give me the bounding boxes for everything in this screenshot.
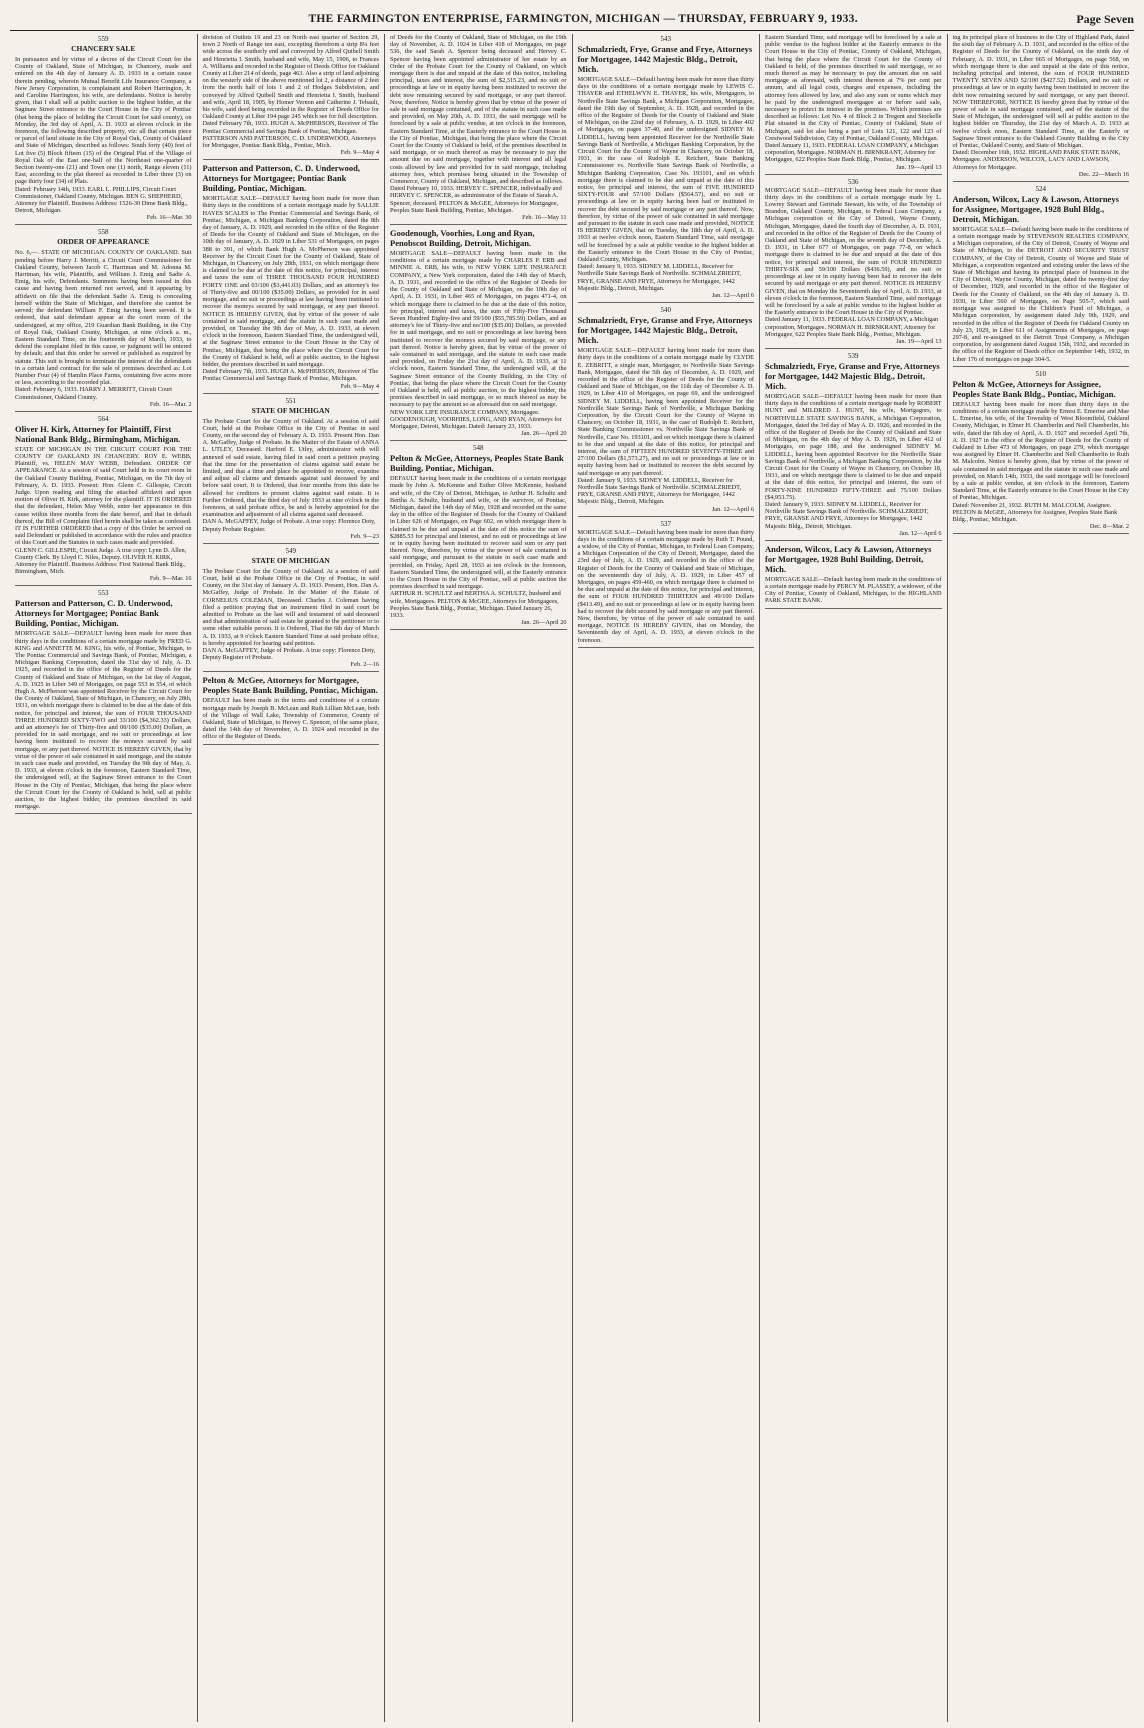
column-2 <box>198 34 386 1722</box>
notice-publication-dates: Jan. 19—April 13 <box>896 163 942 171</box>
notice-body: MORTGAGE SALE—DEFAULT having been made for more than thirty days in the conditions of a certain mortgage made by L. Lowrey Stewart and Gertrude Stewart, his wife, of the Township of Brandon, Oakland County, Michigan, to Federal Loan Company, a Michigan corporation of the City of Detroit, Wayne County, Michigan, Mortgagee, dated the fourth day of December, A. D. 1931, and recorded in the office of the Register of Deeds for the County of Oakland and State of Michigan, on the seventh day of December, A. D. 1931, in Liber 677 of Mortgages, on page 77-8, on which mortgage there is claimed to be due and unpaid at the date of this notice, for principal and interest, the sum of FOUR HUNDRED THIRTY-SIX and 59/100 Dollars ($436.59), and no suit or proceedings at law or in equity having been had to recover the debt secured by said mortgage or any part thereof. NOTICE IS HEREBY GIVEN, that on Monday the Seventeenth day of April, A. D. 1933, at eleven o'clock in the forenoon, Eastern Standard Time, said mortgage will be foreclosed by a sale at public vendue to the highest bidder at the Easterly entrance to the Court House in the City of Pontiac. <box>765 186 942 317</box>
notice-publication-dates: Feb. 16—Mar. 2 <box>149 400 192 408</box>
notice-body: No. 6,—. STATE OF MICHIGAN. COUNTY OF OAKLAND. Suit pending before Harry J. Merritt, a Circuit Court Commissioner for Oakland County, between Jacob C. Harriman and M. Adonna M. Harriman, his wife, Plaintiffs, and William J. Emig and Sadie A. Emig, his wife, Defendants. Summons having been issued in this cause and having been returned not served, and it appearing by affidavit on file that the defendant Sadie A. Emig is concealing herself within the State of Michigan, and therefore she cannot be served; the defendant William F. Emig having been served. It is ordered, that said defendant appear at the court room of the undersigned, at my office, 219 Guardian Bank Building, in the City of Royal Oak, Oakland County, Michigan, at nine o'clock a. m., Eastern Standard Time, on the fourteenth day of March, 1933, to defend the complaint filed in this cause, or judgment will be entered by default; and that this order be served or published as required by statute. This suit is brought to terminate the interest of the defendants in a certain land contract for the sale of premises described as: Lot Number Four (4) of Hamlin Place Farms, containing five acres more or less, according to the recorded plat. <box>15 249 192 387</box>
notice-publication-dates: Jan. 19—April 13 <box>896 337 942 345</box>
notice-signature: DAN A. McGAFFEY, Judge of Probate. A true copy: Florence Doty, Deputy Probate Register. <box>202 518 376 533</box>
legal-notice <box>15 415 192 587</box>
legal-notice <box>203 547 380 673</box>
legal-notice <box>578 520 755 648</box>
notice-title: CHANCERY SALE <box>71 44 136 53</box>
notice-body: MORTGAGE SALE—DEFAULT having been made in the conditions of a certain mortgage made by CHARLES P. ERB and MINNIE A. ERB, his wife, to NEW YORK LIFE INSURANCE COMPANY, a New York corporation, dated the 14th day of March, A. D. 1931, and recorded in the office of the Register of Deeds for the County of Oakland and State of Michigan, on the 10th day of April, A. D. 1931, in Liber 465 of Mortgages, on pages 471-4, on which mortgage there is claimed to be due at the date of this notice, for principal, interest and taxes, the sum of Fifty-Five Thousand Seven Hundred Eighty-five and 59/100 ($55,785.59) Dollars, and an attorney's fee of Thirty-five and no/100 ($35.00) Dollars, as provided for in said mortgage, and no suit or proceedings at law having been instituted to recover the moneys secured by said mortgage, or any part thereof. Notice is hereby given, that by virtue of the power of sale contained in said mortgage, and the statute in such case made and provided, on Friday the 21st day of April, A. D. 1933, at 11 o'clock noon, Eastern Standard Time, the undersigned will, at the Saginaw Street entrance of the County Building, in the City of Pontiac, that being the place where the Circuit Court for the County of Oakland is held, sell at public auction, to the highest bidder, the premises described in said mortgage, or so much thereof as may be necessary to pay the amount so as aforesaid due on said mortgage. <box>390 250 567 409</box>
notice-number: 549 <box>285 546 296 555</box>
legal-notice <box>765 34 942 175</box>
notice-body: of Deeds for the County of Oakland, State of Michigan, on the 19th day of November, A. D. 1924 in Liber 418 of Mortgages, on page 536, the said Sarah A. Spencer being deceased and Hervey C. Spencer having been appointed administrator of her estate by an Order of the Probate Court for the County of Oakland, on which mortgage there is due and unpaid at the date of this notice, including principal, taxes and interest, the sum of $2,315.23, and no suit or proceedings at law or in equity having been instituted to recover the debt now remaining secured by said mortgage, or any part thereof. Now, therefore, Notice is hereby given that by virtue of the power of sale in said mortgage contained, and of the statute in such case made and provided, on May 20th, A. D. 1933, the said mortgage will be foreclosed by a sale at public vendue, at ten o'clock in the forenoon, Eastern Standard Time, at the Easterly entrance to the Court House in the City of Pontiac, Michigan, that being the place where the Circuit Court for the County of Oakland is held, of the premises described in said mortgage, or so much thereof as may be necessary to pay the amount due on said mortgage, together with interest and all legal costs allowed by law and provided for in said mortgage, including attorney fees, which premises being situated in the Township of Commerce, County of Oakland, Michigan, and described as follows. <box>390 34 567 186</box>
notice-body: ing its principal place of business in the City of Highland Park, dated the sixth day of February A. D. 1931, and recorded in the office of the Register of Deeds for the County of Oakland, on the ninth day of February, A. D. 1931, in Liber 665 of Mortgages, on page 568, on which mortgage there is due and unpaid at the date of this notice, including principal and interest, the sum of FOUR HUNDRED TWENTY SEVEN AND 52/100 ($427.52) Dollars, and no suit or proceedings at law or in equity having been instituted to recover the debt now remaining secured by said mortgage, or any part thereof. NOW THEREFORE, NOTICE IS hereby given that by virtue of the power of sale in said mortgage contained, and of the statute of the State of Michigan, the undersigned will sell at public auction to the highest bidder on Thursday, the 21st day of March A. D. 1933 at twelve o'clock noon, Eastern Standard Time, at the Easterly or Saginaw Street entrance to the Oakland County Building in the City of Pontiac, Oakland County, and State of Michigan. <box>952 34 1129 150</box>
legal-notice <box>578 35 755 303</box>
notice-publication-dates: Feb. 9—May 4 <box>340 149 379 157</box>
legal-notice <box>390 34 567 225</box>
notice-number: 564 <box>98 414 109 423</box>
notice-signature: Dated: January 9, 1933. SIDNEY M. LIDDELL, Receiver for Northville State Savings Bank of Northville. SCHMALZRIEDT, FRYE, GRANSE AND FRYE, Attorneys for Mortgagee, 1442 Majestic Bldg., Detroit, Michigan. <box>765 500 929 530</box>
notice-publication-dates: Jan. 26—April 20 <box>521 619 567 627</box>
notice-signature: Dated: November 21, 1932. RUTH M. MALCOLM, Assignee. PELTON & McGEE, Attorneys for Assignee, Peoples State Bank Bldg., Pontiac, Michigan. <box>952 501 1118 523</box>
legal-notice <box>15 35 192 225</box>
notice-body: The Probate Court for the County of Oakland. At a session of said Court, held at the Probate Office in the City of Pontiac in said County, on the second day of February A. D. 1933. Present Hon. Dan A. McGaffey, Judge of Probate. In the Matter of the Estate of ANNA L. UTLEY, Deceased. Harford E. Utley, administrator with will annexed of said estate, having filed in said court a petition praying that the time for the presentation of claims against said estate be limited, and that a time and place be appointed to receive, examine and adjust all claims and demands against said deceased by and before said court. It is Ordered, that four months from this date be allowed for creditors to present claims against said estate. It is Further Ordered, that the third day of July 1933 at nine o'clock in the forenoon, at said probate office, be and is hereby appointed for the examination and adjustment of all claims against said deceased. <box>202 417 379 519</box>
notice-body: DEFAULT has been made in the terms and conditions of a certain mortgage made by Joseph B. McLean and Ruth Lillian McLean, both of the Village of Wall Lake, Township of Commerce, County of Oakland, State of Michigan, to Hervey C. Spencer, of the same place, dated the 14th day of November, A. D. 1924 and recorded in the office of the Register of Deeds. <box>202 697 379 741</box>
notice-body: division of Outlots 19 and 23 on North east quarter of Section 29, town 2 North of Range ten east, excepting therefrom a strip 8¼ feet wide across the southerly end and conveyed by Alfred Quibell Smith and Henrietta I. Smith, husband and wife, May 15, 1906, to Frances A. Williams and recorded in the Register of Deeds Office for Oakland County at Liber 214 of deeds, page 463. Also a strip of land adjoining on the westerly side of the above mentioned lot 2, a distance of 2 feet from the north half of lots 1 and 2 of Hodges Subdivision, and conveyed by Alfred Quibell Smith and Henrietta I. Smith, husband and wife, April 18, 1905, by Homer Vernon and Catherine J. Tebault, his wife, said deed being recorded in the Register of Deeds Office for Oakland County at Liber 194 page 245 which see for full description. <box>202 34 379 121</box>
notice-publication-dates: Feb. 9—23 <box>350 532 379 540</box>
column-6 <box>948 34 1135 1722</box>
notice-body: MORTGAGE SALE—Default having been made in the conditions of a certain mortgage made by STEVENSON REALTIES COMPANY, a Michigan corporation, of the City of Detroit, County of Wayne and State of Michigan, to the DETROIT AND SECURITY TRUST COMPANY, of the City of Detroit, County of Wayne and State of Michigan, a corporation organized and existing under the laws of the State of Michigan and having its principal place of business in the City of Detroit, Wayne County, Michigan, dated the twenty-first day of December, 1929, and recorded in the office of the Register of Deeds for the County of Oakland, on the 4th day of January A. D. 1930, in Liber 560 of Mortgages, on Page 505-7, which said mortgage was assigned to the Children's Fund of Michigan, a Michigan corporation, by assignment dated July 9th, 1929, and recorded in the office of the Register of Deeds for Oakland County on July 23, 1929, in Liber 611 of Assignments of Mortgages, on page 297-8, and re-assigned to the Detroit Trust Company, a Michigan corporation, by assignment dated August 15th, 1932, and recorded in the office of the Register of Deeds office on September 14th, 1932, in Liber 176 of mortgages on page 304-5. <box>952 225 1129 363</box>
notice-body: STATE OF MICHIGAN IN THE CIRCUIT COURT FOR THE COUNTY OF OAKLAND IN CHANCERY. ROY E. WEBB, Plaintiff, vs. HELEN MAY WEBB, Defendant. ORDER OF APPEARANCE. At a session of said Court held in its court room in the Oakland County Building, Pontiac, Michigan, on the 7th day of February, A. D. 1933. Present: Hon. Glenn C. Gillespie, Circuit Judge. Upon reading and filing the attached affidavit and upon motion of Oliver H. Kirk, attorney for the plaintiff. IT IS ORDERED that the defendant, Helen May Webb, enter her appearance in this cause within three months from the date hereof, and that in default thereof, the Bill of Complaint filed herein shall be taken as confessed. IT IS FURTHER ORDERED that a copy of this Order be served on said Defendant or published in accordance with the rules and practice of this Court and the Statutes in such cases made and provided. <box>15 445 192 547</box>
notice-publication-dates: Jan. 26—April 20 <box>521 430 567 438</box>
notice-number: 559 <box>98 35 109 43</box>
notice-body: Eastern Standard Time, said mortgage will be foreclosed by a sale at public vendue to the highest bidder at the Easterly entrance to the Court House in the City of Pontiac, County of Oakland, Michigan, that being the place where the Circuit Court for the County of Oakland is held, of the premises described in said mortgage, or so much thereof as may be necessary to pay the amount due on said mortgage as aforesaid, with interest thereon at 7% per cent per annum, and all legal costs, charges and expenses, including the attorney fees allowed by law, and also any sum or sums which may be paid by the undersigned mortgagee at or before said sale, necessary to protect its interest in the premises. Which premises are described as follows: Lot No. 4 of Block 2 in Tregent and Stockelle Plat situated in the City of Pontiac, County of Oakland, State of Michigan, said lot also being a part of Lots 121, 122 and 123 of Crestwood Subdivision, City of Pontiac, Oakland County, Michigan. <box>765 34 942 142</box>
notice-publication-dates: Feb. 16—May 11 <box>522 214 567 222</box>
notice-number: 524 <box>1035 184 1046 193</box>
legal-notice <box>390 228 567 441</box>
notice-signature: Dated February 7th, 1933. HUGH A. McPHERSON, Receiver of The Pontiac Commercial and Savings Bank of Pontiac, Michigan. PATTERSON AND PATTERSON, C. D. UNDERWOOD, Attorneys for Mortgagee, Pontiac Bank Bldg., Pontiac, Mich. <box>202 120 379 150</box>
notice-title: Pelton & McGee, Attorneys for Mortgagee, Peoples State Bank Building, Pontiac, Michigan. <box>202 675 378 696</box>
notice-title: STATE OF MICHIGAN <box>251 555 330 565</box>
notice-signature: Dated February 7th, 1933. HUGH A. McPHERSON, Receiver of The Pontiac Commercial and Savings Bank of Pontiac, Michigan. <box>202 368 379 383</box>
notice-signature: Dated: January 9, 1933. SIDNEY M. LIDDELL, Receiver for Northville State Savings Bank of Northville. SCHMALZRIEDT, FRYE, GRANSE AND FRYE, Attorneys for Mortgagee, 1442 Majestic Bldg., Detroit, Michigan. <box>577 263 742 292</box>
masthead <box>10 8 1134 31</box>
notice-publication-dates: Dec. 22—March 16 <box>1078 170 1129 178</box>
legal-notice <box>765 544 942 609</box>
notice-signature: Dated January 11, 1933. FEDERAL LOAN COMPANY, a Michigan corporation, Mortgagee. NORMAN H. BIRNKRANT, Attorney for Mortgagee, 622 Peoples State Bank Bldg., Pontiac, Michigan. <box>765 142 939 164</box>
notice-title: ORDER OF APPEARANCE <box>57 237 150 247</box>
notice-signature: ARTHUR H. SCHULTZ and BERTHA A. SCHULTZ, husband and wife, Mortgagees. PELTON & McGEE, Attorneys for Mortgagees, Peoples State Bank Bldg., Pontiac, Michigan. Dated January 26, 1933. <box>390 590 561 620</box>
notice-title: Patterson and Patterson, C. D. Underwood, Attorneys for Mortgagee; Pontiac Bank Building, Pontiac, Michigan. <box>202 163 360 194</box>
notice-signature: Dated: February 6, 1933. HARRY J. MERRITT, Circuit Court Commissioner, Oakland County. <box>15 386 173 401</box>
notice-signature: Dated: February 14th, 1933. EARL L. PHILLIPS, Circuit Court Commissioner, Oakland County, Michigan. BEN G. SHEPHERD, Attorney for Plaintiff. Business Address: 1526-30 Dime Bank Bldg., Detroit, Michigan. <box>15 185 188 215</box>
notice-publication-dates: Feb. 2—16 <box>350 661 379 669</box>
notice-number: 537 <box>660 519 671 528</box>
column-5 <box>760 34 948 1722</box>
notice-number: 539 <box>848 351 859 360</box>
legal-notice <box>765 352 942 541</box>
notice-signature: Dated February 10, 1933. HERVEY C. SPENCER, individually and HERVEY C. SPENCER, as administrator of the Estate of Sarah A. Spencer, deceased. PELTON & McGEE, Attorneys for Mortgagee, Peoples State Bank Building, Pontiac, Michigan. <box>390 185 562 214</box>
notice-body: MORTGAGE SALE—DEFAULT having been made for more than thirty days in the conditions of a certain mortgage made by SALLIE HAYES SCALES to The Pontiac Commercial and Savings Bank, of Pontiac, Michigan, a Michigan Banking Corporation, dated the 8th day of January, A. D. 1929, and recorded in the office of the Register of Deeds for the County of Oakland and State of Michigan, on the 10th day of January, A. D. 1929 in Liber 531 of Mortgages, on pages 388 to 391, of which Bank Hugh A. McPherson was appointed Receiver by the Circuit Court for the County of Oakland, State of Michigan, in Chancery, on July 28th, 1931, on which mortgage there is claimed to be due at the date of this notice, for principal, interest and taxes the sum of THREE THOUSAND FOUR HUNDRED FORTY ONE and 03/100 ($3,441.03) Dollars, and an attorney's fee of Thirty-five and 00/100 ($35.00) Dollars, as provided for in said mortgage, and no suit or proceedings at law having been instituted to recover the moneys secured by said mortgage, or any part thereof. NOTICE IS HEREBY GIVEN, that by virtue of the power of sale contained in said mortgage, and the statute in such case made and provided, on Tuesday the 9th day of May, A. D. 1933, at eleven o'clock in the forenoon, Eastern Standard Time, the undersigned will, at the Saginaw Street entrance to the Court House in the City of Pontiac, Michigan, that being the place where the Circuit Court for the County of Oakland is held, sell at public auction, to the highest bidder, the premises described in said mortgage. <box>202 195 379 368</box>
column-1 <box>10 34 198 1722</box>
column-3 <box>385 34 573 1722</box>
newspaper-title: THE FARMINGTON ENTERPRISE, FARMINGTON, MICHIGAN — THURSDAY, FEBRUARY 9, 1933. <box>308 13 858 25</box>
legal-notice-columns <box>10 34 1134 1722</box>
notice-publication-dates: Dec. 8—Mar. 2 <box>1089 523 1129 531</box>
notice-signature: Dated: December 16th, 1932. HIGHLAND PARK STATE BANK, Mortgagee. ANDERSON, WILCOX, LACY AND LAWSON, Attorneys for Mortgagee. <box>952 149 1121 171</box>
legal-notice <box>765 178 942 349</box>
notice-body: DEFAULT having been made in the conditions of a certain mortgage made by John A. McKennie and Esther Olive McKennie, husband and wife, of the City of Detroit, Michigan, to Arthur H. Schultz and Bertha A. Schultz, husband and wife, or the survivor, of Pontiac, Michigan, dated the 14th day of May, 1928 and recorded on the same day in the office of the Register of Deeds for the County of Oakland in Liber 626 of Mortgages, on Page 602, on which mortgage there is claimed to be due and unpaid at the date of this notice the sum of $2885.53 for principal and interest, and no suit or proceedings at law or in equity having been instituted to recover said sum or any part thereof. Now, therefore, by virtue of the power of sale contained in said mortgage, and pursuant to the statute in such case made and provided, on Friday, April 28, 1933 at ten o'clock in the forenoon, Eastern Standard Time, the undersigned will, at the Easterly entrance to the Court House in the City of Pontiac, sell at public auction the premises described in said mortgage. <box>390 475 567 591</box>
legal-notice <box>203 34 380 160</box>
notice-signature: DAN A. McGAFFEY, Judge of Probate. A true copy: Florence Doty, Deputy Register of Probate. <box>202 647 376 662</box>
notice-publication-dates: Jan. 12—April 6 <box>711 505 754 513</box>
notice-title: STATE OF MICHIGAN <box>251 405 330 415</box>
notice-body: The Probate Court for the County of Oakland. At a session of said Court, held at the Probate Office in the City of Pontiac, in said County, on the 31st day of January A. D. 1933. Present, Hon. Dan A. McGaffey, Judge of Probate. In the Matter of the Estate of CORNELIUS COLEMAN, Deceased. Charles J. Coleman having filed a petition praying that an instrument filed in said court be admitted to Probate as the last will and testament of said deceased and that administration of said estate be granted to the petitioner or to some other suitable person. It is Ordered, That the 6th day of March A. D. 1933, at 9 o'clock Eastern Standard Time at said probate office, is hereby appointed for hearing said petition. <box>202 567 379 647</box>
notice-number: 558 <box>98 228 109 237</box>
notice-number: 548 <box>473 444 484 453</box>
notice-title: Goodenough, Voorhies, Long and Ryan, Penobscot Building, Detroit, Michigan. <box>390 228 535 249</box>
notice-title: Anderson, Wilcox, Lacy & Lawson, Attorneys for Mortgagee, 1928 Buhl Building, Detroit, Mich. <box>765 543 932 574</box>
notice-title: Schmalzriedt, Frye, Granse and Frye, Attorneys for Mortgagee, 1442 Majestic Bldg., Detroit, Mich. <box>765 360 940 391</box>
legal-notice <box>15 589 192 814</box>
notice-body: In pursuance and by virtue of a decree of the Circuit Court for the County of Oakland, State of Michigan, in Chancery, made and entered on the 4th day of January A. D. 1933 in a certain cause therein pending, wherein Mutual Benefit Life Insurance Company, a New Jersey Corporation, is complainant and Robert Harrington, Jr. and Caroline Harrington, his wife, are defendants. Notice is hereby given, that I shall sell at public auction to the highest bidder, at the Saginaw Street entrance to the Court House in the City of Pontiac (that being the place of holding the Circuit Court for said county), on Monday, the 3rd day of April, A. D. 1933 at eleven o'clock in the forenoon, the following described property, viz: all that certain piece or parcel of land situate in the City of Royal Oak, County of Oakland and State of Michigan, described as follows: South forty (40) feet of Lot five (5) Block fifteen (15) of the Original Plat of the Village of Royal Oak of the East one-half of the Northeast one-quarter of Section twenty-one (21) and Town one (1) north, Range eleven (11) East, according to the plat thereof as recorded in Liber three (3) on page thirty four (34) of Plats. <box>15 56 192 186</box>
notice-body: MORTGAGE SALE—Default having been made for more than thirty days in the conditions of a certain mortgage made by LEWIS C. THAYER and ETHELWYN E. THAYER, his wife, Mortgagors, to Northville State Savings Bank, a Michigan Corporation, Mortgagee, dated the 19th day of September, A. D. 1928, and recorded in the office of the Register of Deeds for the County of Oakland and State of Michigan, on the 22nd day of February, A. D. 1929, in Liber 402 of Mortgages, on pages 37-40, and the undersigned SIDNEY M. LIDDELL, having been appointed Receiver for the Northville State Savings Bank of Northville, a Michigan Banking Corporation, by the Circuit Court for the County of Wayne in Chancery, on October 18, 1931, in the case of Rudolph E. Reichert, State Banking Commissioner vs. Northville State Savings Bank of Northville, a Michigan Banking Corporation, Case No. 193101, and on which mortgage there is claimed to be due and unpaid at the date of this notice, for principal and interest, the sum of FIVE HUNDRED SIXTY-FOUR and 57/100 Dollars ($564.57), and no suit or proceedings at law or in equity having been had or instituted to recover the debt secured by said mortgage or any part thereof. Now, therefore, by virtue of the power of sale contained in said mortgage and pursuant to the statute in such case made and provided, NOTICE IS HEREBY GIVEN, that on Tuesday, the 18th day of April, A. D. 1933 at twelve o'clock noon, Eastern Standard Time, said mortgage will be foreclosed by a sale at public vendue to the highest bidder at the Easterly entrance to the Court House in the City of Pontiac, Oakland County, Michigan. <box>577 76 754 264</box>
legal-notice <box>203 397 380 544</box>
legal-notice <box>953 34 1130 182</box>
page-number: Page Seven <box>1076 11 1134 26</box>
notice-signature: NEW YORK LIFE INSURANCE COMPANY, Mortgagee. GOODENOUGH, VOORHIES, LONG, AND RYAN, Attorneys for Mortgagee, Detroit, Michigan. Dated: January 23, 1933. <box>390 408 562 430</box>
notice-body: MORTGAGE SALE—DEFAULT having been made for more than thirty days in the conditions of a certain mortgage made by CLYDE E. ZEBRITT, a single man, Mortgagor, to Northville State Savings Bank, Mortgagee, dated the 5th day of December, A. D. 1929, and recorded in the office of the Register of Deeds for the County of Oakland and State of Michigan, on the 11th day of December A. D. 1929, in Liber 410 of Mortgages, on page 69, and the undersigned SIDNEY M. LIDDELL, having been appointed Receiver for the Northville State Savings Bank of Northville, a Michigan Banking Corporation, by the Circuit Court for the County of Wayne in Chancery, on October 18, 1931, in the case of Rudolph E. Reichert, State Banking Commissioner vs. Northville State Savings Bank of Northville, Case No. 193101, and on which mortgage there is claimed to be due and unpaid at the date of this notice, for principal and interest, the sum of FIFTEEN HUNDRED SEVENTY-THREE and 27/100 Dollars ($1,573.27), and no suit or proceedings at law or in equity having been had or instituted to recover the debt secured by said mortgage or any part thereof. <box>577 347 754 477</box>
notice-publication-dates: Jan. 12—April 6 <box>899 529 942 537</box>
notice-title: Patterson and Patterson, C. D. Underwood, Attorneys for Mortgagee; Pontiac Bank Building, Pontiac, Michigan. <box>15 598 173 629</box>
notice-body: MORTGAGE SALE—Default having been made for more than thirty days in the conditions of a certain mortgage made by Ruth T. Pound, a widow, of the City of Pontiac, Michigan, to Federal Loan Company, a Michigan Corporation of the City of Detroit, Mortgagee, dated the 23rd day of July, A. D. 1929, and recorded in the office of the Register of Deeds for the County of Oakland and State of Michigan, on the seventeenth day of July, A. D. 1929, in Liber 457 of Mortgages, on pages 459-460, on which mortgage there is claimed to be due and unpaid at the date of this notice, for principal and interest, the sum of FOUR HUNDRED THIRTEEN and 49/100 Dollars ($413.49), and no suit or proceedings at law or in equity having been had to recover the debt secured by said mortgage or any part thereof. Now, therefore, by virtue of the power of sale contained in said mortgage, NOTICE IS HEREBY GIVEN, that on Monday, the Seventeenth day of April, A. D. 1933, at eleven o'clock in the forenoon. <box>577 528 754 644</box>
notice-signature: Dated January 11, 1933. FEDERAL LOAN COMPANY, a Michigan corporation, Mortgagee. NORMAN H. BIRNKRANT, Attorney for Mortgagee, 622 Peoples State Bank Bldg., Pontiac, Michigan. <box>765 316 939 338</box>
notice-number: 510 <box>1035 369 1046 378</box>
notice-body: MORTGAGE SALE—DEFAULT having been made for more than thirty days in the conditions of a certain mortgage made by FRED G. KING and ANNETTE M. KING, his wife, of Pontiac, Michigan, to The Pontiac Commercial and Savings Bank, of Pontiac, Michigan, a Michigan Banking Corporation, dated the 31st day of July, A. D. 1925, and recorded in the office of the Register of Deeds for the County of Oakland and State of Michigan, on the 1st day of August, A. D. 1925 in Liber 349 of Mortgages, on page 553 in 554, of which Hugh A. McPherson was appointed Receiver by the Circuit Court for the County of Oakland, State of Michigan, in Chancery, on July 28th, 1931, on which mortgage there is claimed to be due at the date of this notice, for principal and interest, the sum of FOUR THOUSAND THREE HUNDRED SIXTY-TWO and 33/100 ($4,362.33) Dollars, and an attorney's fee of Thirty-five and 00/100 ($35.00) Dollars, as provided for in said mortgage, and no suit or proceedings at law having been instituted to recover the moneys secured by said mortgage, or any part thereof. NOTICE IS HEREBY GIVEN, that by virtue of the power of sale contained in said mortgage, and the statute in such case made and provided, on Tuesday the 9th day of May, A. D. 1933, at eleven o'clock in the forenoon, Eastern Standard Time, the undersigned will, at the Saginaw Street entrance to the Court House in the City of Pontiac, Michigan, that being the place where the Circuit Court for the County of Oakland is held, sell at public auction, to the highest bidder, the premises described in said mortgage. <box>15 630 192 811</box>
legal-notice <box>203 675 380 744</box>
column-4 <box>573 34 761 1722</box>
notice-title: Pelton & McGee, Attorneys for Assignee, Peoples State Bank Bldg., Pontiac, Michigan. <box>952 378 1116 399</box>
notice-number: 540 <box>660 306 671 315</box>
notice-body: MORTGAGE SALE—DEFAULT having been made for more than thirty days in the conditions of a certain mortgage made by ROBERT HUNT and MILDRED J. HUNT, his wife, Mortgagors, to NORTHVILLE STATE SAVINGS BANK, a Michigan Corporation, Mortgagee, dated the 3rd day of May A. D. 1926, and recorded in the office of the Register of Deeds for the County of Oakland and State of Michigan, on the 4th day of May A. D. 1926, in Liber 412 of Mortgages, on page 188, and the undersigned SIDNEY M. LIDDELL, having been appointed Receiver for the Northville State Savings Bank of Northville, a Michigan Banking Corporation, by the Circuit Court for the County of Wayne in Chancery, on October 18, 1931, and on which mortgage there is claimed to be due and unpaid at the date of this notice, for principal and interest, the sum of FORTY-NINE HUNDRED FIFTY-THREE and 75/100 Dollars ($4,953.75). <box>765 392 942 501</box>
notice-signature: Dated: January 9, 1933. SIDNEY M. LIDDELL, Receiver for Northville State Savings Bank of Northville. SCHMALZRIEDT, FRYE, GRANSE AND FRYE, Attorneys for Mortgagee, 1442 Majestic Bldg., Detroit, Michigan. <box>577 476 742 506</box>
notice-number: 553 <box>98 589 109 598</box>
notice-signature: GLENN C. GILLESPIE, Circuit Judge. A true copy: Lynn D. Allen, County Clerk. By Lloyd C. Niles, Deputy. OLIVER H. KIRK, Attorney for Plaintiff. Business Address: First National Bank Bldg., Birmingham, Mich. <box>15 546 187 576</box>
notice-publication-dates: Feb. 9—Mar. 16 <box>149 575 192 583</box>
legal-notice <box>578 306 755 516</box>
legal-notice <box>953 370 1130 534</box>
notice-title: Oliver H. Kirk, Attorney for Plaintiff, First National Bank Bldg., Birmingham, Michigan. <box>15 423 181 444</box>
notice-title: Anderson, Wilcox, Lacy & Lawson, Attorneys for Assignee, Mortgagee, 1928 Buhl Bldg., Detroit, Michigan. <box>952 193 1119 224</box>
notice-number: 551 <box>285 396 296 405</box>
notice-number: 536 <box>848 177 859 186</box>
notice-title: Pelton & McGee, Attorneys, Peoples State Bank Building, Pontiac, Michigan. <box>390 453 564 474</box>
notice-publication-dates: Jan. 12—April 6 <box>711 292 754 300</box>
legal-notice <box>203 163 380 393</box>
legal-notice <box>953 185 1130 367</box>
notice-number: 543 <box>660 35 671 43</box>
notice-body: DEFAULT having been made for more than thirty days in the conditions of a certain mortgage made by Ernest E. Emerine and Mae L. Emerine, his wife, of the Township of West Bloomfield, Oakland County, Michigan, to Elmer H. Chamberlin and Nell Chamberlin, his wife, dated the 6th day of April, A. D. 1927 and recorded April 7th, A. D. 1927 in the office of the Register of Deeds for the County of Oakland in Liber 473 of Mortgages, on page 279, which mortgage was assigned by Elmer H. Chamberlin and Nell Chamberlin to Ruth M. Malcolm. Notice is hereby given, that by virtue of the power of sale contained in said mortgage and the statute in such case made and provided, on March 14th, 1933, the said mortgage will be foreclosed by a sale at public vendue, at ten o'clock in the forenoon, Eastern Standard Time, at the Easterly entrance to the Court House in the City of Pontiac, Michigan. <box>952 400 1129 502</box>
legal-notice <box>390 444 567 630</box>
notice-publication-dates: Feb. 9—May 4 <box>340 382 379 390</box>
notice-publication-dates: Feb. 16—Mar. 30 <box>146 214 192 222</box>
legal-notice <box>15 228 192 411</box>
notice-body: MORTGAGE SALE—Default having been made in the conditions of a certain mortgage made by PERCY M. PLASSEY, a widower, of the City of Pontiac, County of Oakland, Michigan, to the HIGHLAND PARK STATE BANK. <box>765 575 942 605</box>
notice-title: Schmalzriedt, Frye, Granse and Frye, Attorneys for Mortgagee, 1442 Majestic Bldg., Detroit, Mich. <box>577 315 753 346</box>
notice-title: Schmalzriedt, Frye, Granse and Frye, Attorneys for Mortgagee, 1442 Majestic Bldg., Detroit, Mich. <box>577 44 753 74</box>
